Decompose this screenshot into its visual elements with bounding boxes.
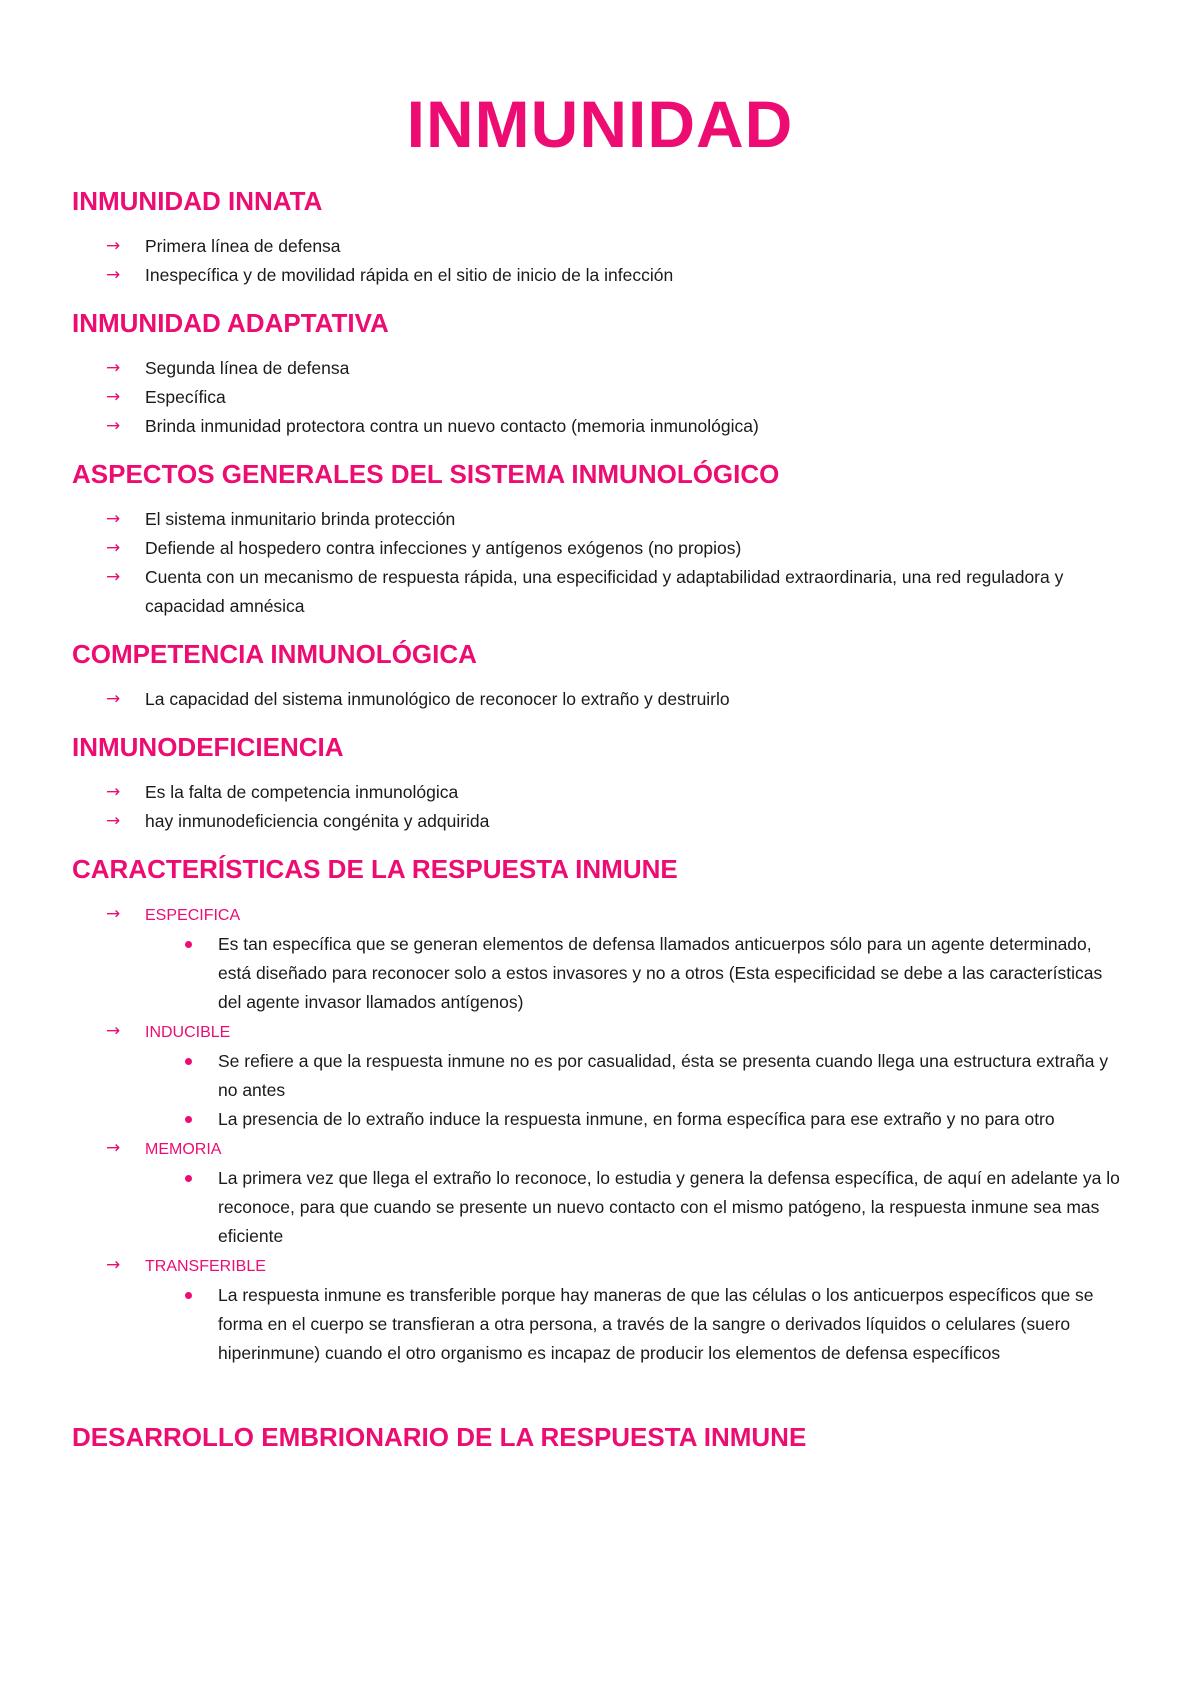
list-item-text: Brinda inmunidad protectora contra un nuevo contacto (memoria inmunológica)	[145, 416, 759, 436]
characteristic-item	[72, 1251, 1128, 1368]
bullet-list	[145, 1047, 1128, 1134]
characteristic-item	[72, 1134, 1128, 1251]
bullet-text: La respuesta inmune es transferible porque hay maneras de que las células o los anticuerpos específicos que se forma en el cuerpo se transfieran a otra persona, a través de la sangre o derivados líquidos o celulares (suero hiperinmune) cuando el otro organismo es incapaz de producir los elementos de defensa específicos	[218, 1285, 1094, 1363]
list-item-text: Específica	[145, 387, 226, 407]
arrow-right-icon: →	[106, 265, 121, 285]
section-caracteristicas	[72, 852, 1128, 1368]
section-heading: CARACTERÍSTICAS DE LA RESPUESTA INMUNE	[72, 854, 678, 884]
arrow-right-icon: →	[106, 1021, 121, 1041]
bullet-item	[72, 1047, 1128, 1105]
bullet-text: Se refiere a que la respuesta inmune no es por casualidad, ésta se presenta cuando llega una estructura extraña y no antes	[218, 1051, 1109, 1100]
list-item-text: Es la falta de competencia inmunológica	[145, 782, 459, 802]
section-heading: COMPETENCIA INMUNOLÓGICA	[72, 639, 477, 669]
list-item-text: El sistema inmunitario brinda protección	[145, 509, 456, 529]
arrow-right-icon: →	[106, 782, 121, 802]
list-item	[72, 412, 1128, 441]
characteristic-label: ESPECIFICA	[145, 907, 241, 924]
section-1	[72, 306, 1128, 441]
arrow-right-icon: →	[106, 567, 121, 587]
section-list	[72, 778, 1128, 836]
list-item	[72, 563, 1128, 621]
section-4	[72, 730, 1128, 836]
arrow-right-icon: →	[106, 904, 121, 924]
section-heading: INMUNODEFICIENCIA	[72, 732, 344, 762]
bullet-dot-icon	[185, 1175, 192, 1182]
list-item-text: La capacidad del sistema inmunológico de reconocer lo extraño y destruirlo	[145, 689, 730, 709]
section-0	[72, 184, 1128, 290]
section-3	[72, 637, 1128, 714]
list-item-text: Segunda línea de defensa	[145, 358, 350, 378]
bullet-dot-icon	[185, 941, 192, 948]
section-2	[72, 457, 1128, 621]
arrow-right-icon: →	[106, 1255, 121, 1275]
bullet-item	[72, 930, 1128, 1017]
arrow-right-icon: →	[106, 236, 121, 256]
bullet-text: Es tan específica que se generan elementos de defensa llamados anticuerpos sólo para un agente determinado, está diseñado para reconocer solo a estos invasores y no a otros (Esta especificidad se debe a las características del agente invasor llamados antígenos)	[218, 934, 1103, 1012]
list-item	[72, 354, 1128, 383]
list-item	[72, 505, 1128, 534]
characteristic-label: TRANSFERIBLE	[145, 1258, 266, 1275]
bullet-dot-icon	[185, 1292, 192, 1299]
list-item-text: Inespecífica y de movilidad rápida en el sitio de inicio de la infección	[145, 265, 674, 285]
arrow-right-icon: →	[106, 538, 121, 558]
list-item	[72, 261, 1128, 290]
list-item	[72, 534, 1128, 563]
list-item	[72, 383, 1128, 412]
list-item	[72, 232, 1128, 261]
bullet-item	[72, 1281, 1128, 1368]
bullet-item	[72, 1105, 1128, 1134]
arrow-right-icon: →	[106, 358, 121, 378]
characteristic-item	[72, 1017, 1128, 1134]
bullet-text: La presencia de lo extraño induce la respuesta inmune, en forma específica para ese extraño y no para otro	[218, 1109, 1055, 1129]
list-item-text: Defiende al hospedero contra infecciones y antígenos exógenos (no propios)	[145, 538, 742, 558]
list-item-text: hay inmunodeficiencia congénita y adquirida	[145, 811, 490, 831]
bullet-list	[145, 1164, 1128, 1251]
bullet-dot-icon	[185, 1116, 192, 1123]
arrow-right-icon: →	[106, 416, 121, 436]
characteristic-label: MEMORIA	[145, 1141, 222, 1158]
list-item-text: Primera línea de defensa	[145, 236, 341, 256]
section-heading: INMUNIDAD ADAPTATIVA	[72, 308, 389, 338]
bullet-dot-icon	[185, 1058, 192, 1065]
bullet-list	[145, 1281, 1128, 1368]
list-item	[72, 807, 1128, 836]
arrow-right-icon: →	[106, 387, 121, 407]
section-desarrollo	[72, 1420, 1128, 1454]
section-heading: INMUNIDAD INNATA	[72, 186, 323, 216]
section-heading: DESARROLLO EMBRIONARIO DE LA RESPUESTA INMUNE	[72, 1422, 807, 1452]
document-title: INMUNIDAD	[406, 87, 794, 161]
bullet-text: La primera vez que llega el extraño lo reconoce, lo estudia y genera la defensa específica, de aquí en adelante ya lo reconoce, para que cuando se presente un nuevo contacto con el mismo patógeno, la respuesta inmune sea mas eficiente	[218, 1168, 1120, 1246]
arrow-right-icon: →	[106, 509, 121, 529]
section-heading: ASPECTOS GENERALES DEL SISTEMA INMUNOLÓGICO	[72, 459, 780, 489]
list-item	[72, 778, 1128, 807]
characteristic-label: INDUCIBLE	[145, 1024, 231, 1041]
list-item	[72, 685, 1128, 714]
bullet-item	[72, 1164, 1128, 1251]
characteristics-list	[72, 900, 1128, 1368]
section-list	[72, 685, 1128, 714]
characteristic-item	[72, 900, 1128, 1017]
sections-container	[72, 184, 1128, 836]
bullet-list	[145, 930, 1128, 1017]
section-list	[72, 505, 1128, 621]
arrow-right-icon: →	[106, 1138, 121, 1158]
list-item-text: Cuenta con un mecanismo de respuesta rápida, una especificidad y adaptabilidad extraordinaria, una red reguladora y capacidad amnésica	[145, 567, 1064, 616]
arrow-right-icon: →	[106, 811, 121, 831]
section-list	[72, 354, 1128, 441]
section-list	[72, 232, 1128, 290]
arrow-right-icon: →	[106, 689, 121, 709]
